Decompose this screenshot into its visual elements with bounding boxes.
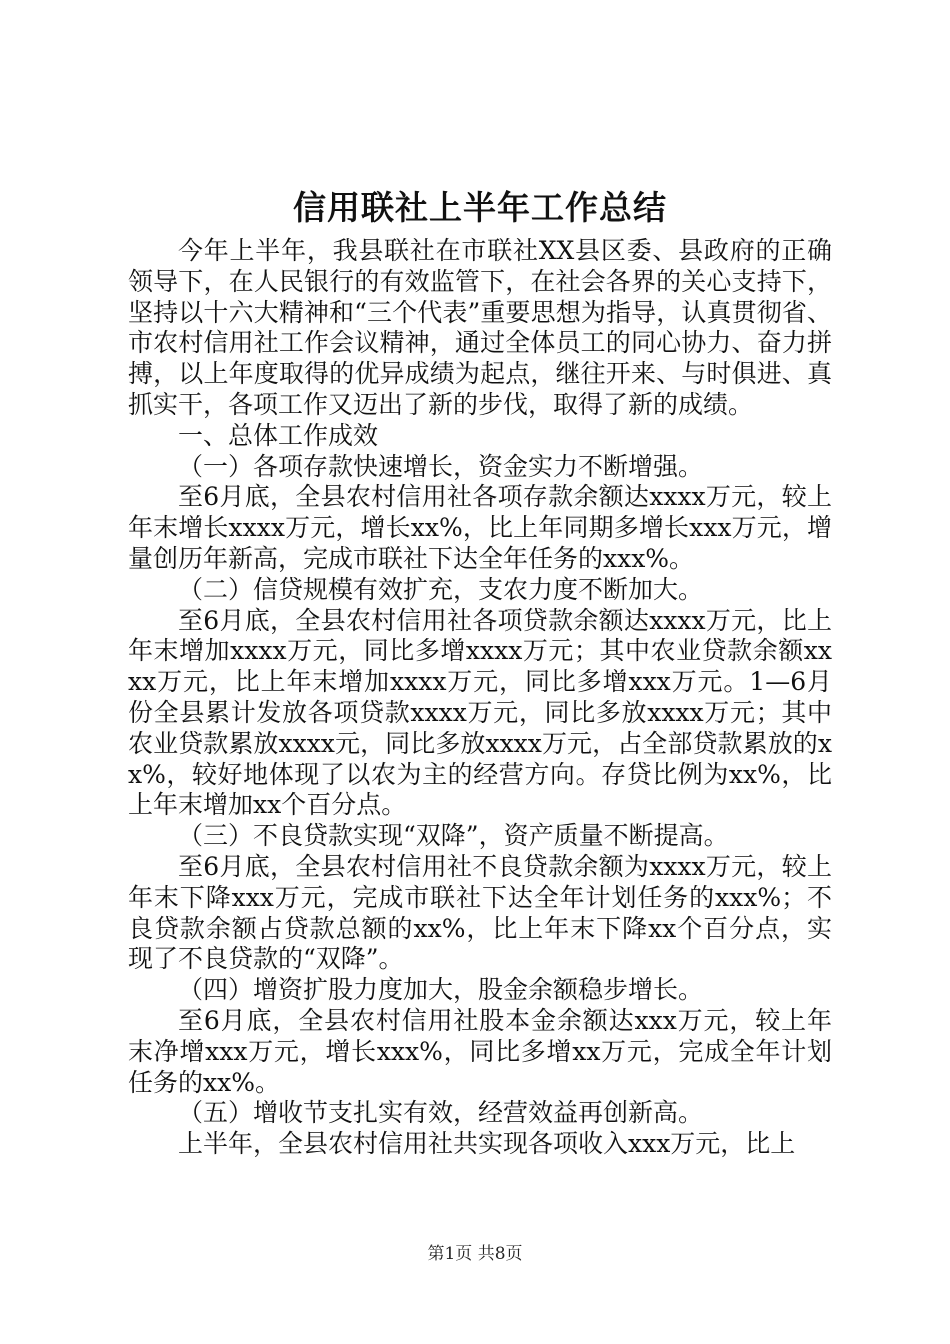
subsection-heading-deposits: （一）各项存款快速增长，资金实力不断增强。 [178,451,704,481]
paragraph-bad-loans: 至6月底，全县农村信用社不良贷款余额为xxxx万元，较上年末下降xxx万元，完成市联社下达全年计划任务的xxx%；不良贷款余额占贷款总额的xx%，比上年末下降xx个百分点，实现了不良贷款的“双降”。 [128,851,832,974]
section-heading-overall: 一、总体工作成效 [178,420,379,450]
subsection-heading-income: （五）增收节支扎实有效，经营效益再创新高。 [178,1098,704,1128]
paragraph-deposits: 至6月底，全县农村信用社各项存款余额达xxxx万元，较上年末增长xxxx万元，增长xx%，比上年同期多增长xxx万元，增量创历年新高，完成市联社下达全年任务的xxx%。 [128,482,832,573]
paragraph-shares: 至6月底，全县农村信用社股本金余额达xxx万元，较上年末净增xxx万元，增长xxx%，同比多增xx万元，完成全年计划任务的xx%。 [128,1005,832,1097]
page-footer: 第1页 共8页 [427,1244,523,1264]
subsection-heading-shares: （四）增资扩股力度加大，股金余额稳步增长。 [178,975,704,1005]
intro-paragraph: 今年上半年，我县联社在市联社XX县区委、县政府的正确领导下，在人民银行的有效监管下，在社会各界的关心支持下，坚持以十六大精神和“三个代表”重要思想为指导，认真贯彻省、市农村信用社工作会议精神，通过全体员工的同心协力、奋力拼搏，以上年度取得的优异成绩为起点，继往开来、与时俱进、真抓实干，各项工作又迈出了新的步伐，取得了新的成绩。 [128,236,832,419]
subsection-heading-loans: （二）信贷规模有效扩充，支农力度不断加大。 [178,574,704,604]
subsection-heading-bad-loans: （三）不良贷款实现“双降”，资产质量不断提高。 [178,821,729,851]
paragraph-loans: 至6月底，全县农村信用社各项贷款余额达xxxx万元，比上年末增加xxxx万元，同比多增xxxx万元；其中农业贷款余额xxxx万元，比上年末增加xxxx万元，同比多增xxx万元。1—6月份全县累计发放各项贷款xxxx万元，同比多放xxxx万元；其中农业贷款累放xxxx元，同比多放xxxx万元，占全部贷款累放的xx%，较好地体现了以农为主的经营方向。存贷比例为xx%，比上年末增加xx个百分点。 [128,605,832,820]
document-page [128,182,832,1160]
paragraph-income: 上半年，全县农村信用社共实现各项收入xxx万元，比上 [178,1129,796,1159]
document-title: 信用联社上半年工作总结 [293,188,667,227]
